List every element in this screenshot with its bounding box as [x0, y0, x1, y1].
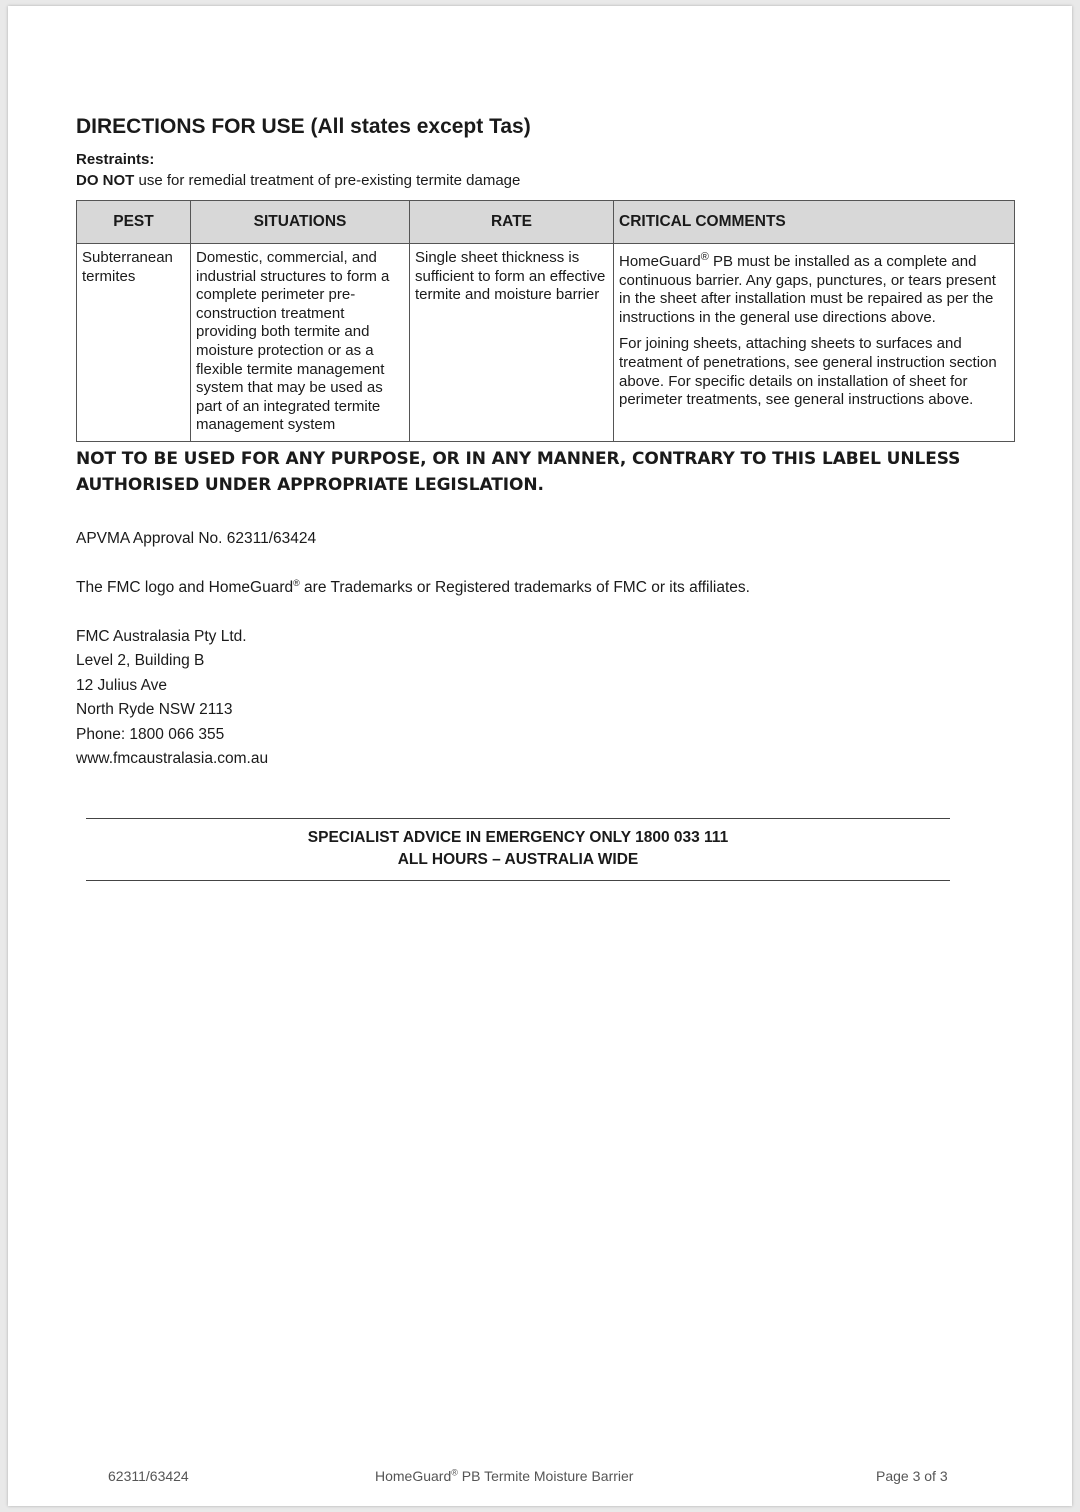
header-pest: PEST — [77, 201, 191, 244]
directions-table — [76, 200, 1015, 442]
footer-code: 62311/63424 — [108, 1468, 189, 1484]
footer-brand: HomeGuard — [375, 1468, 452, 1484]
header-situations: SITUATIONS — [191, 201, 410, 244]
cell-critical-comments — [614, 244, 1015, 442]
cell-pest: Subterranean termites — [77, 244, 191, 442]
registered-mark: ® — [700, 251, 709, 263]
comment-brand: HomeGuard — [619, 253, 701, 270]
company-website: www.fmcaustralasia.com.au — [76, 749, 269, 767]
cell-situations: Domestic, commercial, and industrial structures to form a complete perimeter pre-construction treatment providing both termite and moisture protection or as a flexible termite management system that may be used as part of an integrated termite management system — [191, 244, 410, 442]
comment-paragraph-1 — [619, 253, 1009, 327]
comment-paragraph-2: For joining sheets, attaching sheets to surfaces and treatment of penetrations, see general instruction section above. For specific details on installation of sheet for perimeter treatments, see general instructions above. — [619, 335, 997, 409]
registered-mark: ® — [293, 577, 300, 588]
emergency-line-1: SPECIALIST ADVICE IN EMERGENCY ONLY 1800 033 111 — [307, 829, 729, 846]
emergency-advice-box — [86, 818, 950, 881]
address-line: 12 Julius Ave — [76, 676, 168, 694]
registered-mark: ® — [451, 1467, 458, 1478]
comment-text-1: PB must be installed as a complete and continuous barrier. Any gaps, punctures, or tears present in the sheet after installation must be repaired as per the instructions in the general use directions above. — [619, 253, 996, 326]
restraint-text: use for remedial treatment of pre-existing termite damage — [134, 172, 521, 189]
company-phone: Phone: 1800 066 355 — [76, 725, 225, 743]
restraints-label: Restraints: — [76, 151, 155, 168]
document-page — [8, 6, 1072, 1506]
legal-warning: NOT TO BE USED FOR ANY PURPOSE, OR IN ANY MANNER, CONTRARY TO THIS LABEL UNLESS AUTHORISED UNDER APPROPRIATE LEGISLATION. — [76, 448, 961, 495]
header-critical-comments: CRITICAL COMMENTS — [614, 201, 1015, 244]
page-content — [76, 114, 1016, 771]
footer-title — [375, 1468, 633, 1484]
page-number: Page 3 of 3 — [876, 1468, 948, 1484]
table-header-row — [77, 201, 1015, 244]
header-rate: RATE — [410, 201, 614, 244]
footer-title-text: PB Termite Moisture Barrier — [457, 1468, 634, 1484]
do-not-label: DO NOT — [76, 172, 135, 189]
cell-rate: Single sheet thickness is sufficient to form an effective termite and moisture barrier — [410, 244, 614, 442]
trademark-text-post: are Trademarks or Registered trademarks of FMC or its affiliates. — [299, 578, 750, 596]
trademark-text-pre: The FMC logo and HomeGuard — [76, 578, 294, 596]
address-line: North Ryde NSW 2113 — [76, 701, 233, 719]
page-title: DIRECTIONS FOR USE (All states except Tas) — [76, 115, 531, 138]
approval-number: APVMA Approval No. 62311/63424 — [76, 529, 317, 547]
emergency-line-2: ALL HOURS – AUSTRALIA WIDE — [397, 851, 639, 868]
table-row — [77, 244, 1015, 442]
address-line: Level 2, Building B — [76, 652, 205, 670]
company-name: FMC Australasia Pty Ltd. — [76, 627, 247, 645]
restraint-statement — [76, 170, 1016, 192]
trademark-notice — [76, 577, 1016, 599]
company-address — [76, 625, 1016, 771]
